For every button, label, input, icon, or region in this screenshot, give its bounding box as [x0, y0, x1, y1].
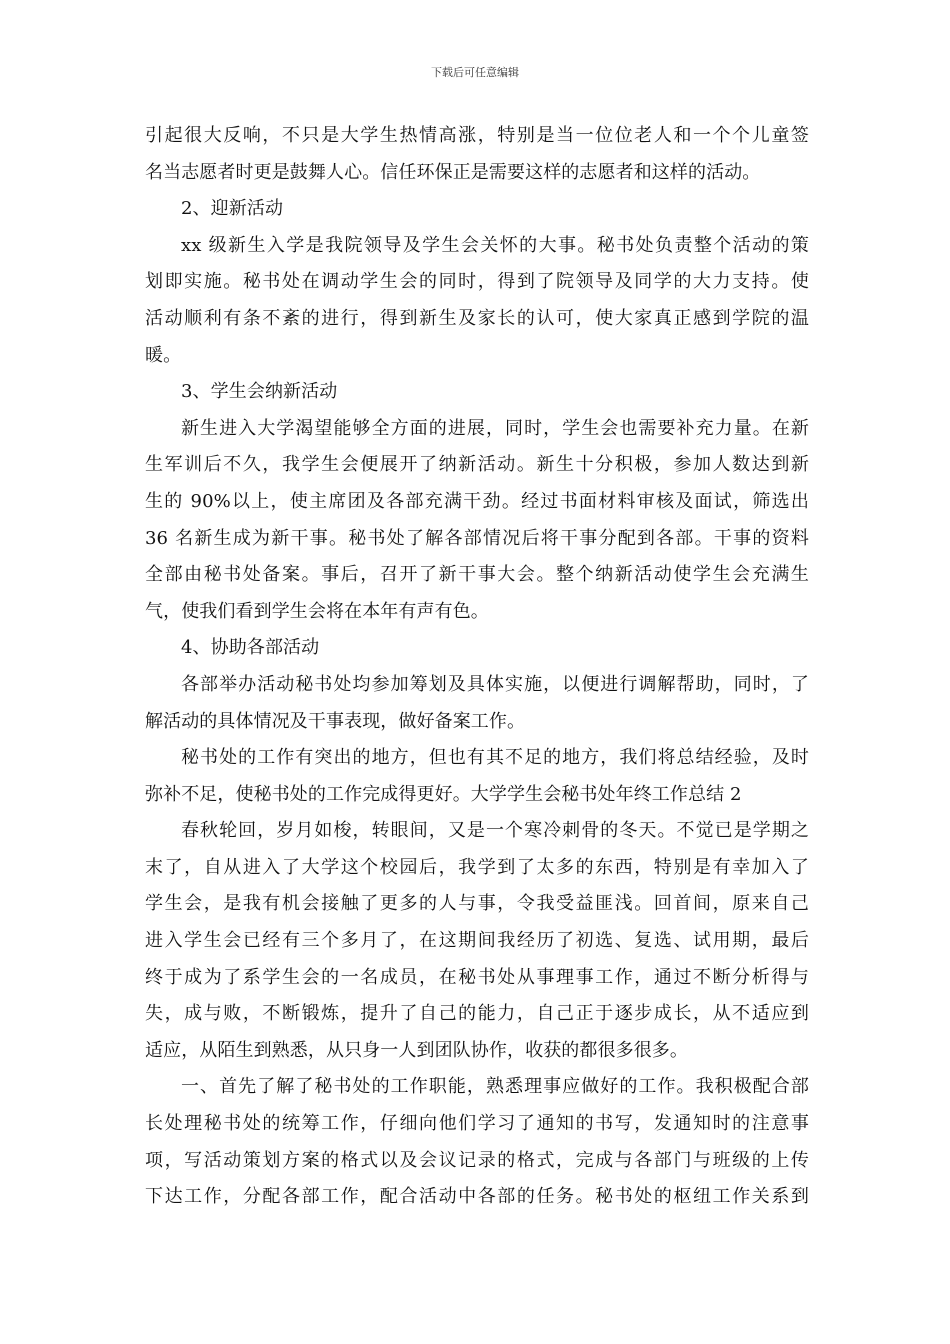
text-line: 春秋轮回，岁月如梭，转眼间，又是一个寒冷刺骨的冬天。不觉已是学期之 [181, 820, 809, 842]
text-line: 一、首先了解了秘书处的工作职能，熟悉理事应做好的工作。我积极配合部 [181, 1076, 809, 1098]
text-line: 终于成为了系学生会的一名成员，在秘书处从事理事工作，通过不断分析得与 [145, 966, 809, 988]
text-line: 失，成与败，不断锻炼，提升了自己的能力，自己正于逐步成长，从不适应到 [145, 1003, 809, 1025]
text-line: 项，写活动策划方案的格式以及会议记录的格式，完成与各部门与班级的上传 [145, 1149, 809, 1171]
text-line: 弥补不足，使秘书处的工作完成得更好。大学学生会秘书处年终工作总结 2 [145, 783, 742, 805]
text-line: 下达工作，分配各部工作，配合活动中各部的任务。秘书处的枢纽工作关系到 [145, 1186, 809, 1208]
page-header: 下载后可任意编辑 [431, 66, 519, 79]
text-line: 秘书处的工作有突出的地方，但也有其不足的地方，我们将总结经验，及时 [181, 747, 809, 769]
text-line: 活动顺利有条不紊的进行，得到新生及家长的认可，使大家真正感到学院的温 [145, 307, 809, 329]
text-line: 进入学生会已经有三个多月了，在这期间我经历了初选、复选、试用期，最后 [145, 930, 809, 952]
text-line: 3、学生会纳新活动 [181, 381, 338, 403]
text-line: 36 名新生成为新干事。秘书处了解各部情况后将干事分配到各部。干事的资料 [145, 527, 809, 549]
text-line: 暖。 [145, 344, 182, 366]
text-line: 全部由秘书处备案。事后，召开了新干事大会。整个纳新活动使学生会充满生 [145, 564, 809, 586]
text-line: 引起很大反响，不只是大学生热情高涨，特别是当一位位老人和一个个儿童签 [145, 125, 809, 146]
text-line: 各部举办活动秘书处均参加筹划及具体实施，以便进行调解帮助，同时，了 [181, 673, 809, 695]
text-line: 长处理秘书处的统筹工作，仔细向他们学习了通知的书写，发通知时的注意事 [145, 1113, 809, 1135]
text-line: 名当志愿者时更是鼓舞人心。信任环保正是需要这样的志愿者和这样的活动。 [145, 161, 761, 183]
text-line: 气，使我们看到学生会将在本年有声有色。 [145, 600, 489, 622]
text-line: xx 级新生入学是我院领导及学生会关怀的大事。秘书处负责整个活动的策 [181, 234, 809, 256]
text-line: 生的 90%以上，使主席团及各部充满干劲。经过书面材料审核及面试，筛选出 [145, 490, 809, 512]
text-line: 划即实施。秘书处在调动学生会的同时，得到了院领导及同学的大力支持。使 [145, 271, 809, 293]
text-line: 解活动的具体情况及干事表现，做好备案工作。 [145, 710, 526, 732]
text-line: 适应，从陌生到熟悉，从只身一人到团队协作，收获的都很多很多。 [145, 1039, 688, 1061]
text-line: 2、迎新活动 [181, 198, 284, 220]
text-line: 学生会，是我有机会接触了更多的人与事，令我受益匪浅。回首间，原来自己 [145, 893, 809, 915]
text-line: 新生进入大学渴望能够全方面的进展，同时，学生会也需要补充力量。在新 [181, 417, 809, 439]
document-body [145, 118, 809, 1216]
text-line: 4、协助各部活动 [181, 637, 320, 659]
text-line: 生军训后不久，我学生会便展开了纳新活动。新生十分积极，参加人数达到新 [145, 454, 809, 476]
text-line: 末了，自从进入了大学这个校园后，我学到了太多的东西，特别是有幸加入了 [145, 856, 809, 878]
